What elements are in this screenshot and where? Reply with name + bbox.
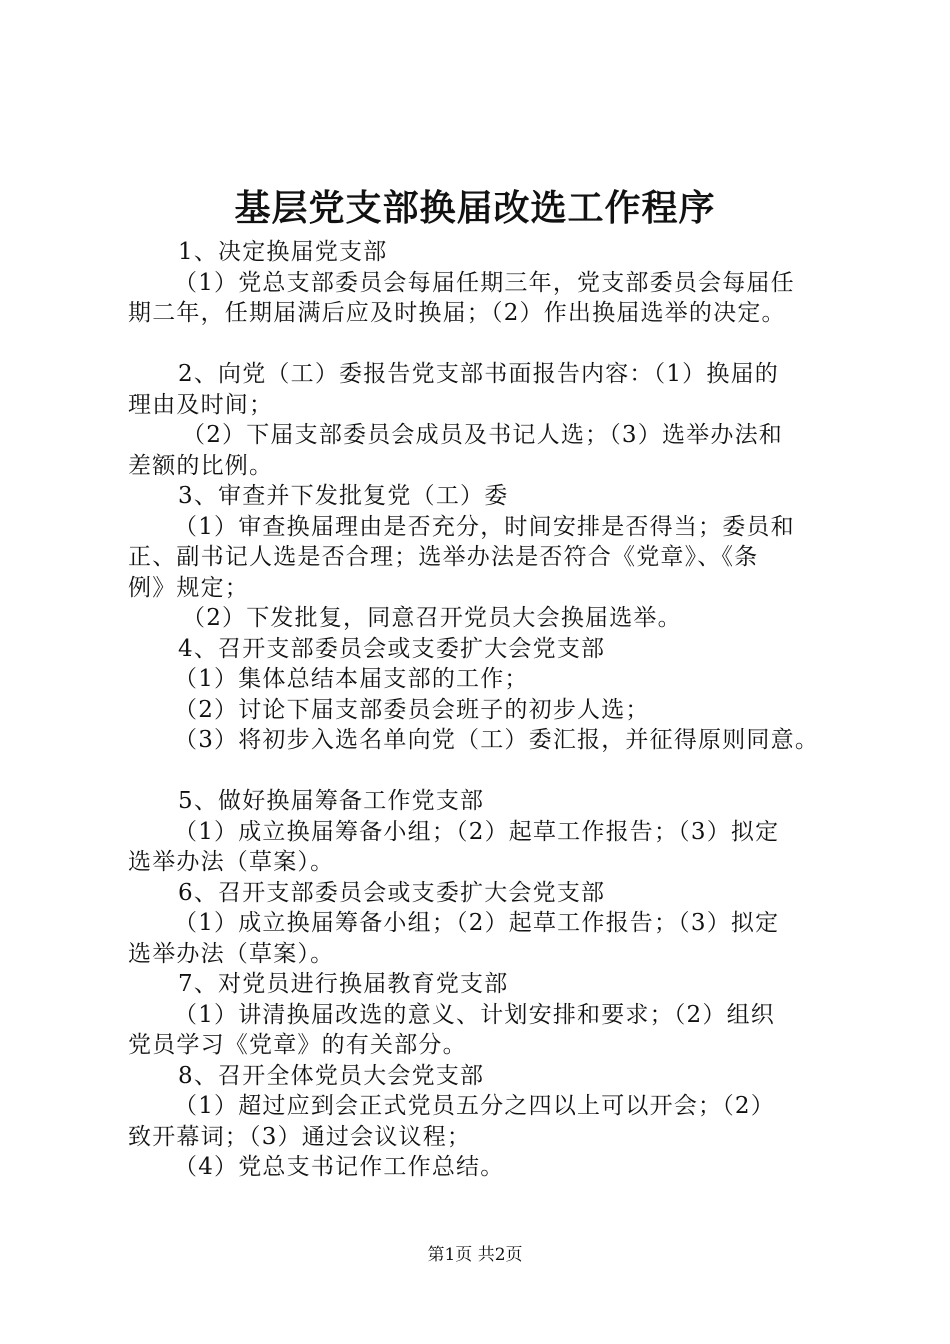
paragraph-line: （2）讨论下届支部委员会班子的初步人选；	[174, 696, 650, 723]
paragraph-line: （1）审查换届理由是否充分，时间安排是否得当；委员和	[174, 513, 795, 540]
paragraph-line: 期二年，任期届满后应及时换届；（2）作出换届选举的决定。	[128, 300, 786, 326]
paragraph-line: （1）讲清换届改选的意义、计划安排和要求；（2）组织	[174, 1001, 775, 1028]
paragraph-line: （2）下届支部委员会成员及书记人选；（3）选举办法和	[182, 422, 783, 448]
section-heading: 1、决定换届党支部	[178, 239, 388, 265]
blank-line	[128, 756, 848, 787]
paragraph-line: 选举办法（草案）。	[128, 849, 335, 875]
page-number: 第1页 共2页	[427, 1245, 523, 1265]
paragraph-line: （4）党总支书记作工作总结。	[174, 1154, 505, 1180]
blank-line	[128, 329, 848, 360]
document-title: 基层党支部换届改选工作程序	[234, 187, 716, 229]
paragraph-line: （3）将初步入选名单向党（工）委汇报，并征得原则同意。	[174, 727, 820, 753]
section-heading: 3、审查并下发批复党（工）委	[178, 483, 509, 509]
paragraph-line: 理由及时间；	[128, 391, 274, 418]
section-heading: 5、做好换届筹备工作党支部	[178, 788, 485, 814]
paragraph-line: （2）下发批复，同意召开党员大会换届选举。	[182, 605, 682, 631]
paragraph-line: （1）超过应到会正式党员五分之四以上可以开会；（2）	[174, 1093, 775, 1119]
section-heading: 4、召开支部委员会或支委扩大会党支部	[178, 635, 606, 662]
document-body	[128, 237, 848, 1183]
paragraph-line: （1）集体总结本届支部的工作；	[174, 666, 529, 692]
paragraph-line: （1）成立换届筹备小组；（2）起草工作报告；（3）拟定	[174, 910, 780, 936]
paragraph-line: 党员学习《党章》的有关部分。	[128, 1032, 467, 1058]
paragraph-line: 致开幕词；（3）通过会议议程；	[128, 1123, 472, 1150]
section-heading: 6、召开支部委员会或支委扩大会党支部	[178, 879, 606, 906]
paragraph-line: 选举办法（草案）。	[128, 940, 335, 967]
paragraph-line: 例》规定；	[128, 574, 249, 601]
section-heading: 7、对党员进行换届教育党支部	[178, 971, 509, 997]
paragraph-line: （1）成立换届筹备小组；（2）起草工作报告；（3）拟定	[174, 818, 780, 845]
section-heading: 2、向党（工）委报告党支部书面报告内容：（1）换届的	[178, 361, 779, 387]
paragraph-line: 正、副书记人选是否合理；选举办法是否符合《党章》、《条	[128, 544, 759, 570]
paragraph-line: （1）党总支部委员会每届任期三年，党支部委员会每届任	[174, 269, 795, 296]
section-heading: 8、召开全体党员大会党支部	[178, 1062, 485, 1089]
paragraph-line: 差额的比例。	[128, 452, 274, 479]
